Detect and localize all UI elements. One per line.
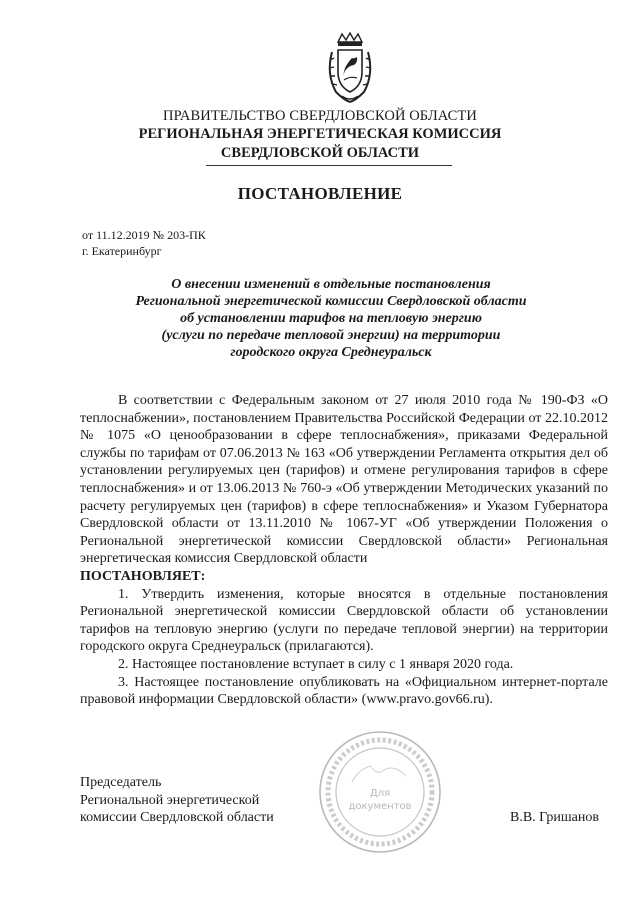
- signer-name: В.В. Гришанов: [510, 810, 599, 825]
- resolution-item-3: 3. Настоящее постановление опубликовать на «Официальном интернет-портале правовой информации Свердловской области» (www.pravo.gov66.ru).: [80, 674, 608, 708]
- stamp-seal: [318, 730, 442, 854]
- resolution-item-1: 1. Утвердить изменения, которые вносятся в отдельные постановления Региональной энергетической комиссии Свердловской области об установлении тарифов на тепловую энергию (услуги по передаче тепловой энергии) на территории городского округа Среднеуральск (прилагаются).: [80, 586, 608, 655]
- government-name: ПРАВИТЕЛЬСТВО СВЕРДЛОВСКОЙ ОБЛАСТИ: [163, 108, 477, 124]
- document-title: ПОСТАНОВЛЕНИЕ: [237, 184, 403, 203]
- subject-line: об установлении тарифов на тепловую энергию: [180, 311, 482, 326]
- document-subject: [96, 276, 566, 361]
- stamp-text-1: Для: [369, 788, 391, 799]
- header-divider: [206, 165, 452, 166]
- document-body: [80, 392, 608, 709]
- subject-line: Региональной энергетической комиссии Свердловской области: [135, 294, 527, 309]
- subject-line: городского округа Среднеуральск: [230, 345, 432, 360]
- commission-name-line2: СВЕРДЛОВСКОЙ ОБЛАСТИ: [220, 145, 420, 161]
- resolution-item-2: 2. Настоящее постановление вступает в силу с 1 января 2020 года.: [118, 656, 514, 672]
- stamp-text-2: документов: [348, 801, 412, 812]
- subject-line: О внесении изменений в отдельные постановления: [171, 277, 491, 292]
- subject-line: (услуги по передаче тепловой энергии) на территории: [161, 328, 501, 343]
- resolves-heading: ПОСТАНОВЛЯЕТ:: [80, 568, 206, 584]
- document-city: г. Екатеринбург: [82, 244, 162, 258]
- commission-name-line1: РЕГИОНАЛЬНАЯ ЭНЕРГЕТИЧЕСКАЯ КОМИССИЯ: [138, 126, 502, 142]
- preamble-paragraph: В соответствии с Федеральным законом от 27 июля 2010 года № 190-ФЗ «О теплоснабжении», постановлением Правительства Российской Федерации от 22.10.2012 № 1075 «О ценообразовании в сфере теплоснабжения», приказами Федеральной службы по тарифам от 07.06.2013 № 163 «Об утверждении Регламента открытия дел об установлении регулируемых цен (тарифов) и отмене регулирования тарифов в сфере теплоснабжения» и от 13.06.2013 № 760-э «Об утверждении Методических указаний по расчету регулируемых цен (тарифов) в сфере теплоснабжения» и Указом Губернатора Свердловской области от 13.11.2010 № 1067-УГ «Об утверждении Положения о Региональной энергетической комиссии Свердловской области» Региональная энергетическая комиссия Свердловской области: [80, 393, 608, 567]
- coat-of-arms-emblem: [324, 32, 376, 104]
- signer-line: комиссии Свердловской области: [80, 810, 274, 825]
- signer-line: Региональной энергетической: [80, 792, 260, 808]
- signer-line: Председатель: [80, 775, 162, 790]
- document-date-number: от 11.12.2019 № 203-ПК: [82, 228, 206, 242]
- signer-position: [80, 774, 274, 827]
